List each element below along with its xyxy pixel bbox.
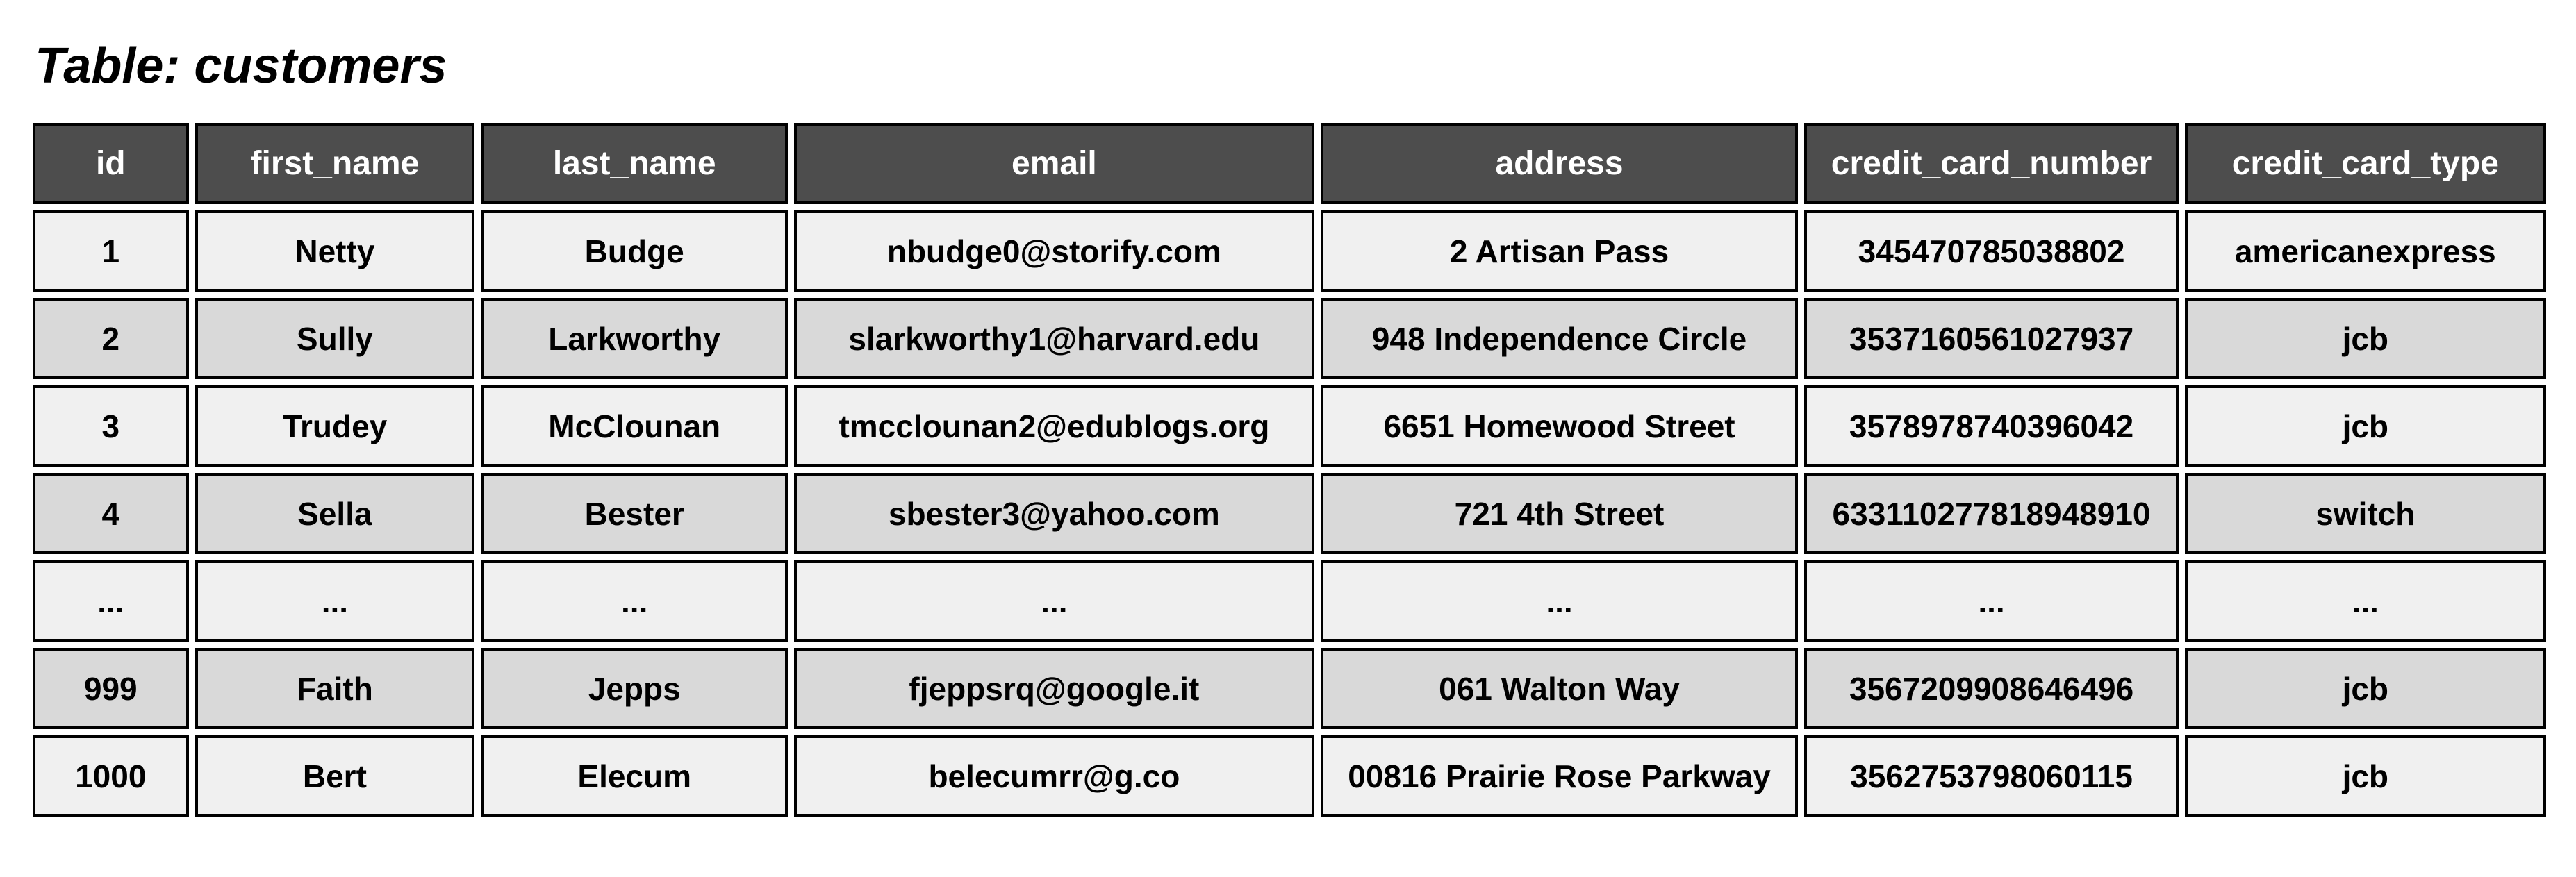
cell-first_name: Sully <box>195 298 475 379</box>
table-row <box>33 560 2546 642</box>
cell-credit_card_number: 633110277818948910 <box>1804 473 2178 554</box>
cell-credit_card_type: ... <box>2185 560 2546 642</box>
column-header-email: email <box>794 123 1314 204</box>
cell-credit_card_type: jcb <box>2185 648 2546 729</box>
cell-email: fjeppsrq@google.it <box>794 648 1314 729</box>
cell-credit_card_number: 345470785038802 <box>1804 210 2178 292</box>
table-row <box>33 385 2546 467</box>
table-row <box>33 735 2546 817</box>
cell-id: 1000 <box>33 735 189 817</box>
cell-id: 2 <box>33 298 189 379</box>
cell-credit_card_type: jcb <box>2185 735 2546 817</box>
cell-address: 00816 Prairie Rose Parkway <box>1321 735 1799 817</box>
cell-address: ... <box>1321 560 1799 642</box>
cell-first_name: Sella <box>195 473 475 554</box>
table-head <box>33 123 2546 204</box>
cell-credit_card_type: jcb <box>2185 385 2546 467</box>
cell-email: nbudge0@storify.com <box>794 210 1314 292</box>
cell-first_name: Bert <box>195 735 475 817</box>
cell-email: ... <box>794 560 1314 642</box>
table-row <box>33 298 2546 379</box>
cell-credit_card_number: 3567209908646496 <box>1804 648 2178 729</box>
cell-credit_card_type: jcb <box>2185 298 2546 379</box>
cell-id: 3 <box>33 385 189 467</box>
column-header-credit_card_type: credit_card_type <box>2185 123 2546 204</box>
column-header-last_name: last_name <box>481 123 788 204</box>
cell-credit_card_number: ... <box>1804 560 2178 642</box>
column-header-id: id <box>33 123 189 204</box>
cell-last_name: Elecum <box>481 735 788 817</box>
cell-credit_card_number: 3562753798060115 <box>1804 735 2178 817</box>
cell-id: 999 <box>33 648 189 729</box>
cell-address: 6651 Homewood Street <box>1321 385 1799 467</box>
cell-id: ... <box>33 560 189 642</box>
cell-credit_card_number: 3578978740396042 <box>1804 385 2178 467</box>
cell-last_name: McClounan <box>481 385 788 467</box>
table-row <box>33 648 2546 729</box>
table-body <box>33 210 2546 817</box>
cell-first_name: ... <box>195 560 475 642</box>
cell-credit_card_type: americanexpress <box>2185 210 2546 292</box>
cell-id: 4 <box>33 473 189 554</box>
header-row <box>33 123 2546 204</box>
page-title: Table: customers <box>35 38 447 94</box>
cell-first_name: Trudey <box>195 385 475 467</box>
cell-last_name: Jepps <box>481 648 788 729</box>
column-header-first_name: first_name <box>195 123 475 204</box>
customers-table <box>26 117 2552 823</box>
cell-address: 721 4th Street <box>1321 473 1799 554</box>
cell-last_name: Budge <box>481 210 788 292</box>
column-header-credit_card_number: credit_card_number <box>1804 123 2178 204</box>
cell-email: slarkworthy1@harvard.edu <box>794 298 1314 379</box>
cell-last_name: Larkworthy <box>481 298 788 379</box>
cell-id: 1 <box>33 210 189 292</box>
column-header-address: address <box>1321 123 1799 204</box>
table-row <box>33 473 2546 554</box>
cell-email: sbester3@yahoo.com <box>794 473 1314 554</box>
table-row <box>33 210 2546 292</box>
cell-credit_card_type: switch <box>2185 473 2546 554</box>
cell-address: 2 Artisan Pass <box>1321 210 1799 292</box>
cell-first_name: Netty <box>195 210 475 292</box>
cell-last_name: ... <box>481 560 788 642</box>
cell-address: 948 Independence Circle <box>1321 298 1799 379</box>
cell-address: 061 Walton Way <box>1321 648 1799 729</box>
cell-last_name: Bester <box>481 473 788 554</box>
cell-email: belecumrr@g.co <box>794 735 1314 817</box>
cell-credit_card_number: 3537160561027937 <box>1804 298 2178 379</box>
cell-first_name: Faith <box>195 648 475 729</box>
cell-email: tmcclounan2@edublogs.org <box>794 385 1314 467</box>
